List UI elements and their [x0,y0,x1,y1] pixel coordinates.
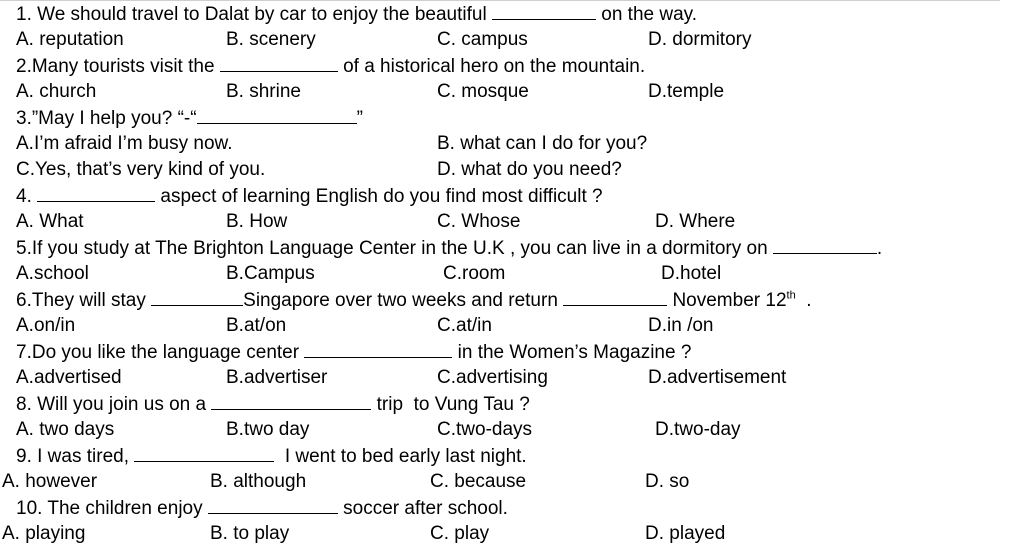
q6-option-a[interactable]: A.on/in [16,315,76,336]
answer-blank[interactable] [220,55,338,72]
q8-option-a[interactable]: A. two days [16,419,115,440]
question-4-stem: 4. aspect of learning English do you find most difficult ? [16,186,603,207]
question-9-stem: 9. I was tired, I went to bed early last night. [16,446,527,467]
q3-option-b[interactable]: B. what can I do for you? [437,133,648,154]
question-8-stem: 8. Will you join us on a trip to Vung Tau ? [16,394,530,415]
q2-option-d[interactable]: D.temple [648,81,725,102]
q3-option-d[interactable]: D. what do you need? [437,159,622,180]
q4-option-a[interactable]: A. What [16,211,84,232]
answer-blank[interactable] [773,237,877,254]
q1-option-c[interactable]: C. campus [437,29,528,50]
question-3-stem: 3.”May I help you? “-“ ” [16,108,363,129]
q6-option-d[interactable]: D.in /on [648,315,714,336]
q8-option-c[interactable]: C.two-days [437,419,533,440]
q9-option-c[interactable]: C. because [430,471,527,492]
q10-option-b[interactable]: B. to play [210,523,290,544]
q6-option-b[interactable]: B.at/on [226,315,287,336]
q5-option-b[interactable]: B.Campus [226,263,315,284]
answer-blank[interactable] [208,497,338,514]
q8-option-d[interactable]: D.two-day [655,419,741,440]
answer-blank[interactable] [304,341,452,358]
answer-blank[interactable] [492,3,596,20]
question-10-stem: 10. The children enjoy soccer after school. [16,498,508,519]
question-1-stem: 1. We should travel to Dalat by car to enjoy the beautiful on the way. [16,4,698,25]
q1-option-d[interactable]: D. dormitory [648,29,752,50]
question-7-stem: 7.Do you like the language center in the Women’s Magazine ? [16,342,692,363]
q5-option-d[interactable]: D.hotel [661,263,722,284]
q4-option-b[interactable]: B. How [226,211,288,232]
q10-option-c[interactable]: C. play [430,523,490,544]
q8-option-b[interactable]: B.two day [226,419,310,440]
q10-option-a[interactable]: A. playing [2,523,86,544]
q2-option-c[interactable]: C. mosque [437,81,529,102]
q1-option-a[interactable]: A. reputation [16,29,124,50]
question-2-stem: 2.Many tourists visit the of a historical hero on the mountain. [16,56,646,77]
q5-option-c[interactable]: C.room [443,263,506,284]
question-6-stem: 6.They will stay Singapore over two weeks and return November 12th . [16,289,812,311]
q7-option-c[interactable]: C.advertising [437,367,548,388]
q6-option-c[interactable]: C.at/in [437,315,492,336]
top-rule [0,0,1000,1]
answer-blank[interactable] [151,289,243,306]
q9-option-a[interactable]: A. however [2,471,98,492]
q3-option-a[interactable]: A.I’m afraid I’m busy now. [16,133,233,154]
answer-blank[interactable] [197,107,357,124]
q10-option-d[interactable]: D. played [645,523,726,544]
q2-option-b[interactable]: B. shrine [226,81,301,102]
answer-blank[interactable] [134,445,274,462]
q9-option-b[interactable]: B. although [210,471,307,492]
q1-option-b[interactable]: B. scenery [226,29,316,50]
question-5-stem: 5.If you study at The Brighton Language Center in the U.K , you can live in a dormitory on . [16,238,883,259]
answer-blank[interactable] [37,185,155,202]
q7-option-b[interactable]: B.advertiser [226,367,328,388]
q4-option-d[interactable]: D. Where [655,211,736,232]
q7-option-d[interactable]: D.advertisement [648,367,787,388]
answer-blank[interactable] [211,393,371,410]
q3-option-c[interactable]: C.Yes, that’s very kind of you. [16,159,266,180]
q2-option-a[interactable]: A. church [16,81,97,102]
q7-option-a[interactable]: A.advertised [16,367,122,388]
q5-option-a[interactable]: A.school [16,263,89,284]
answer-blank[interactable] [563,289,667,306]
q4-option-c[interactable]: C. Whose [437,211,521,232]
q9-option-d[interactable]: D. so [645,471,690,492]
